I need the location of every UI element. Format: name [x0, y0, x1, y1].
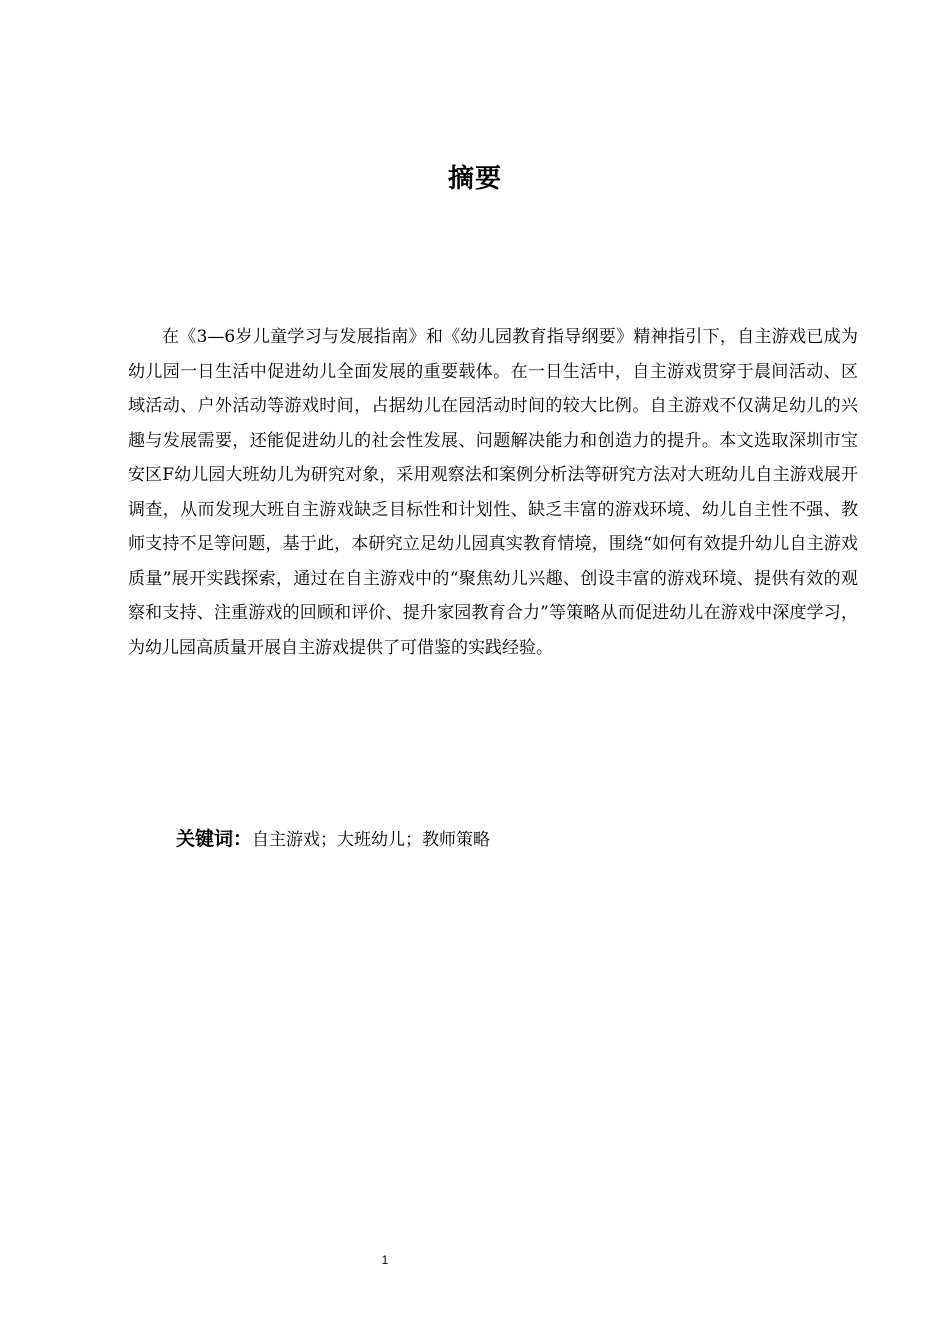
keywords-label: 关键词： — [176, 828, 253, 850]
page-title: 摘要 — [447, 164, 502, 194]
page-number: 1 — [381, 1253, 389, 1267]
keywords-text: 自主游戏；大班幼儿；教师策略 — [252, 830, 491, 850]
keywords-line — [176, 822, 856, 857]
abstract-paragraph: 在《3—6岁儿童学习与发展指南》和《幼儿园教育指导纲要》精神指引下，自主游戏已成为幼儿园一日生活中促进幼儿全面发展的重要载体。在一日生活中，自主游戏贯穿于晨间活动、区域活动、户外活动等游戏时间，占据幼儿在园活动时间的较大比例。自主游戏不仅满足幼儿的兴趣与发展需要，还能促进幼儿的社会性发展、问题解决能力和创造力的提升。本文选取深圳市宝安区F幼儿园大班幼儿为研究对象，采用观察法和案例分析法等研究方法对大班幼儿自主游戏展开调查，从而发现大班自主游戏缺乏目标性和计划性、缺乏丰富的游戏环境、幼儿自主性不强、教师支持不足等问题，基于此，本研究立足幼儿园真实教育情境，围绕“如何有效提升幼儿自主游戏质量”展开实践探索，通过在自主游戏中的“聚焦幼儿兴趣、创设丰富的游戏环境、提供有效的观察和支持、注重游戏的回顾和评价、提升家园教育合力”等策略从而促进幼儿在游戏中深度学习，为幼儿园高质量开展自主游戏提供了可借鉴的实践经验。 — [128, 327, 858, 658]
